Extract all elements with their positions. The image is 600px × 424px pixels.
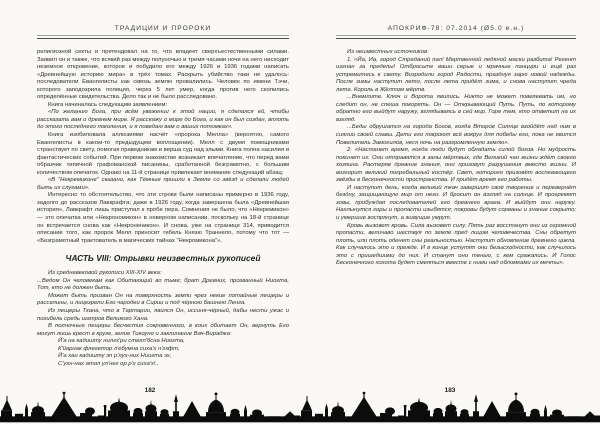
paragraph: 2. «Настанет время, когда люди будут обладать силой богов. Но мудрость покинет их. Они отправятся в залы мёртвых, где Великий чан жизни ждёт своего хозяина. Растеряв древние знания, они призовут разрушения вместо жизни. И возгорит великий погребальный костёр. Свет, которого призовёт воспевающего звёзды в бесконечности пространства. И придёт время его работы. — [336, 147, 576, 184]
paragraph: Интересно то обстоятельство, что эти строки были написаны примерно в 1936 году, задолго до рассказов Лавкрафта; даже в 1926 году, когда завершена была «Древнейшая история», Лавкрафт лишь приступал к пробе пера. Сомнения не было, что «Некремикон» — это опечатка или «Некрономикон» в неверном написании, поскольку на 18-й странице он встречается снова как «Некроненикон». И снова, уже на странице 314, приводится описание того, как пророк Мелл приносит гибель Князю Траннело, потому что тот — «Безграмотный трактователь в магических тайнах "Некромикона"». — [37, 192, 289, 244]
right-running-head-title: АПОКРИФ-78: 07.2014 (Ø5.0 е.н.) — [387, 25, 525, 32]
paragraph: Книга начиналась следующим заявлением: — [48, 101, 168, 108]
city-skyline-silhouette — [0, 390, 300, 424]
paragraph: 1. «Йа, Иа, город Страданий пал! Мертвенной ледяной маски разбита! Регент изгнан за пределы! Отбросьте ваши серые и мрачные панцири и ещё раз устремитесь к свету. Возродили город Радости, празднуя зарю новой надежды. После зимы наступит лето, после лета придёт зима, и снова наступит чреда лета. Король в Жёлтом мёртв. — [336, 56, 576, 93]
paragraph: «По желанию Бога, при всём уважении к этой нации, я сделался ей, чтобы рассказать вам о древнем мире. Я расскажу о мире до Бога, и как он был создан, вплоть до этого последнего поколения, и я поведаю вам о ваших потомках». — [37, 109, 289, 131]
paragraph: Й'а хаи кадишту эп р'лух-них Ниогта эх, — [58, 353, 172, 360]
paragraph: С'ухн-нах атол ул'нег ор р'х сиха'х!.. — [58, 360, 159, 367]
left-page-number: 182 — [144, 387, 156, 394]
paragraph: «В "Некремиконе" сказано, как Тёмные пришли к Земле со звёзд и сделали людей быть их слугами». — [37, 177, 289, 191]
paragraph: Й'а на кадишту нилгх'ри стелл'бсна Ниогта, — [58, 338, 185, 345]
paragraph: ...Внемлите. Ключ и Ворота явились. Никто не может повелевать им, но следит он, не спеша покорять. Он — Открывающий Путь. Путь, по которому обратно его выйдут наружу, вглядываясь в сей мир. Горе тем, кто ответит на их взгляд. — [336, 94, 576, 123]
paragraph: религиозной секты и претендовал на то, что владеет сверхъестественными силами. Заявил он и также, что всякий раз между полуночью и тремя часами ночи на него нисходит неземное откровение, которое и побудило его между 1926 и 1936 годами написать «Древнейшую историю мира» в трёх томах. Раскрыть убийство таки не удалось: последователи Евангелисты как сквозь землю провалились. Человек по имени Тэчи, которого заподозрила полиция, через 5 лет умер, когда против него скопились определённые свидетельства. Дело так и не было расследовано. — [37, 49, 289, 101]
right-header-rule — [336, 35, 576, 39]
paragraph: К'йарнак флегетор л'ебумна сиха'х н'гхфт, — [58, 345, 180, 352]
paragraph: Из неизвестных источников: — [347, 49, 429, 55]
left-header-rule — [37, 35, 289, 39]
excerpt-source-line: Из средневековой рукописи XIII-XIV века: — [48, 270, 162, 277]
paragraph: ...Беды обрушатся на города Богов, когда Второе Солнце взойдёт над ним в сиянии своей славы. Дети его покроют всё вокруг для победы его, пока не явится Повелитель Замогилов, неся ночь на разгромленную землю». — [336, 124, 576, 146]
right-page — [300, 0, 600, 424]
paragraph: Может быть призван Он на поверхность земли чрез некие потайные пещеры и расселины, и лицезрели Его чародеи в Сирии и под чёрною башнею Ленга. — [37, 292, 289, 307]
paragraph: В полночные пещеры бесчестия сокровенного, в коих обитает Он, вернуть Его могут лишь крест в круге, зелие Тикоуно и заклинание Вач-Вираджа: — [37, 323, 289, 337]
paragraph: Из пещеры Тхана, что в Тартарии, явился Он, иссиня-чёрный, дабы нести ужас и погибель средь шатров Великого Хана. — [37, 307, 289, 322]
right-page-number: 183 — [444, 387, 456, 394]
paragraph: ...Ведом Он человекам как Обитающий во тьме; брат Древних, прозванный Ниогта, Тот, кто не должен быть. — [37, 277, 289, 292]
right-page-body — [336, 49, 576, 268]
left-body-paragraphs — [37, 49, 289, 245]
paragraph: Книга изобиловала аллюзиями насчёт «пророка Мелла» (вероятно, самого Евангелисты в каком-то предыдущем воплощении). Мелл с двумя помощниками странствует по свету, помогая праведникам и верша суд над злыми. Книга полна насилия и фантастических событий. При первом знакомстве возникает впечатление, что перед вами образчик типичной графоманской писанины, сработанной безграмотно, с большим количеством опечаток. Однако на 11-й странице привлекает внимание следующий абзац: — [37, 132, 289, 176]
left-page-body — [37, 49, 289, 368]
left-running-head-title: ТРАДИЦИИ И ПРОРОКИ — [114, 25, 212, 32]
right-body-paragraphs — [336, 49, 576, 268]
paragraph: И наступит день, когда великий ткач завершит своё творение и перевернёт бездну, защищающую мир от него. И бросит он взгляд на солнце. И прогремят зовы, пробуждая последователей его древнего врага. И выйдут они наружу. Нахлынутся горы и пропасти изыбятся; покровы будут сорваны и знание сокрыто; и умершие воспрянут, а живущие умрут. — [336, 184, 576, 222]
section-heading: ЧАСТЬ VIII: Отрывки неизвестных рукописей — [65, 253, 261, 264]
left-running-head — [37, 25, 289, 39]
excerpt-paragraphs — [37, 278, 289, 338]
paragraph: Кровь вызовет кровь. Сила вызовет силу. Пять раз восстанут они из огромной пропасти, величаво шествуя по земле пред лицом человечества. Сны обретут плоть, или плоть оденет сны реальностью. Наступит обновление древнего цикла. Как случалось это и прежде. И в конце уступят они безысходности, как случилось это с пришедшими до них. И станут они тенью, с кем сражались. И Голос Бесконечного хохота будет смеяться вместе с ними над обломками их мечты». — [336, 222, 576, 267]
city-skyline-silhouette — [300, 390, 600, 424]
right-running-head — [336, 25, 576, 39]
incantation-verse — [37, 338, 289, 368]
